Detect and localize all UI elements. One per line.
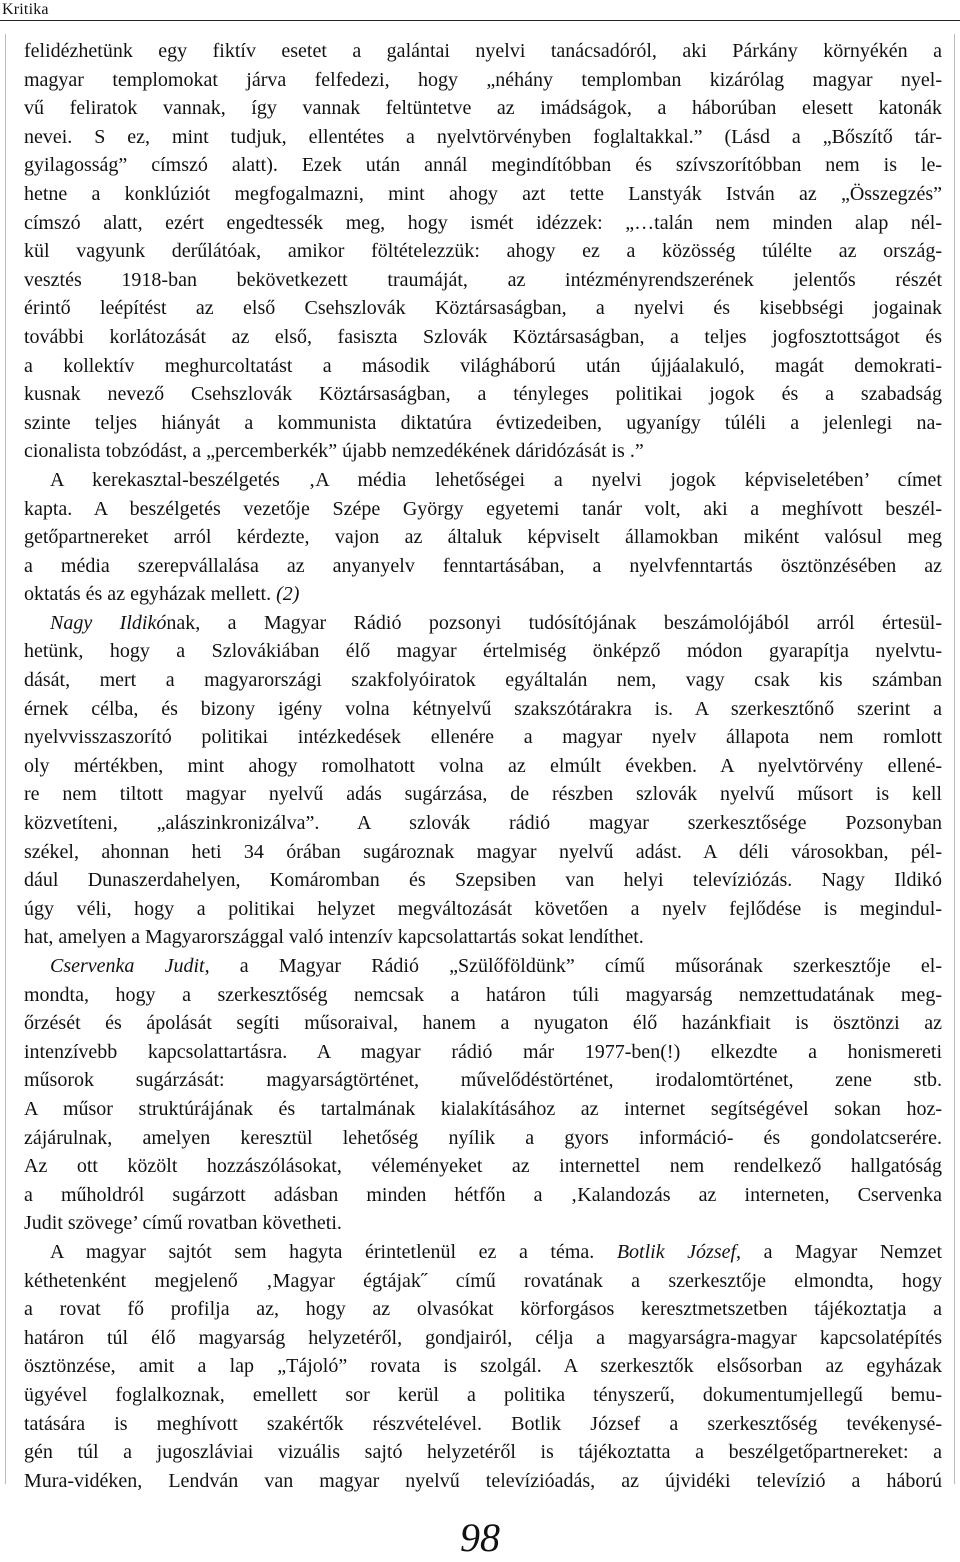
text-run: címszó alatt, ezért engedtessék meg, hogy ismét idézzek: „…talán nem minden alap nél- [24, 211, 942, 234]
text-line [24, 380, 942, 409]
text-run: nak, a Magyar Rádió pozsonyi tudósítójának beszámolójából arról értesül- [166, 611, 942, 634]
text-run: határon túl élő magyarság helyzetéről, gondjairól, célja a magyarságra-magyar kapcsolatépítés [24, 1326, 942, 1349]
text-line [24, 1410, 942, 1439]
text-line [24, 237, 942, 266]
text-line [24, 409, 942, 438]
text-run: dául Dunaszerdahelyen, Komáromban és Szepsiben van helyi televíziózás. Nagy Ildikó [24, 869, 942, 892]
text-line [24, 437, 942, 466]
text-run: magyar templomokat járva felfedezi, hogy „néhány templomban kizárólag magyar nyel- [24, 68, 942, 91]
text-run: felidézhetünk egy fiktív esetet a galántai nyelvi tanácsadóról, aki Párkány környékén a [24, 40, 942, 62]
text-run: gén túl a jugoszláviai vizuális sajtó helyzetéről is tájékoztatta a beszélgetőpartnereket: a [24, 1441, 942, 1464]
text-line [24, 838, 942, 867]
text-run: kusnak nevező Csehszlovák Köztársaságban, a tényleges politikai jogok és a szabadság [24, 383, 942, 406]
text-line [24, 866, 942, 895]
text-run: A műsor struktúrájának és tartalmának kialakításához az internet segítségével sokan hoz- [24, 1097, 942, 1120]
text-line [24, 809, 942, 838]
text-line [24, 94, 942, 123]
italic-name: Nagy Ildikó [50, 611, 167, 634]
text-run: zájárulnak, amelyen keresztül lehetőség nyílik a gyors információ- és gondolatcserére. [24, 1126, 942, 1149]
text-line [24, 323, 942, 352]
text-run: a média szerepvállalása az anyanyelv fenntartásában, a nyelvfenntartás ösztönzésében az [24, 554, 942, 577]
text-run: szinte teljes hiányát a kommunista diktatúra évtizedeiben, ugyanígy túléli a jelenlegi na- [24, 411, 942, 434]
text-line [24, 580, 942, 609]
text-run: őrzését és ápolását segíti műsoraival, hanem a nyugaton élő hazánkfiait is ösztönzi az [24, 1012, 942, 1035]
italic-name: Botlik József [616, 1240, 737, 1263]
text-run: , a Magyar Nemzet [736, 1240, 942, 1263]
text-run: cionalista tobzódást, a „percemberkék” újabb nemzedékének dáridózását is .” [24, 440, 644, 463]
text-run: Judit szövege’ című rovatban követheti. [24, 1212, 342, 1235]
text-run: gyilagosság” címszó alatt). Ezek után annál megindítóbban és szívszorítóbban nem is le- [24, 154, 942, 177]
text-run: további korlátozását az első, fasiszta Szlovák Köztársaságban, a teljes jogfosztottságot és [24, 325, 942, 348]
text-run: úgy véli, hogy a politikai helyzet megváltozását követően a nyelv fejlődése is megindul- [24, 897, 942, 920]
text-line [24, 609, 942, 638]
text-run: hetne a konklúziót megfogalmazni, mint ahogy azt tette Lanstyák István az „Összegzés” [24, 182, 942, 205]
text-line [24, 1238, 942, 1267]
header-rule [0, 20, 960, 21]
text-line [24, 1009, 942, 1038]
text-run: dását, mert a magyarországi szakfolyóiratok egyáltalán nem, vagy csak kis számban [24, 669, 942, 692]
text-run: getőpartnereket arról kérdezte, vajon az általuk képviselt államokban miként valósul meg [24, 526, 942, 549]
page-number: 98 [460, 1515, 500, 1560]
text-run: érintő leépítést az első Csehszlovák Köztársaságban, a nyelvi és kisebbségi jogainak [24, 297, 942, 320]
text-line [24, 1324, 942, 1353]
text-line [24, 466, 942, 495]
running-header [0, 0, 960, 24]
right-margin-rule [954, 34, 955, 1484]
text-run: a kollektív meghurcoltatást a második világháború után újjáalakuló, magát demokrati- [24, 354, 942, 377]
text-line [24, 1267, 942, 1296]
text-line [24, 1066, 942, 1095]
text-run: A magyar sajtót sem hagyta érintetlenül ez a téma. [50, 1240, 617, 1263]
text-line [24, 552, 942, 581]
text-run: Mura-vidéken, Lendván van magyar nyelvű televízióadás, az újvidéki televízió a háború [24, 1469, 942, 1492]
text-line [24, 294, 942, 323]
text-line [24, 1152, 942, 1181]
text-run: mondta, hogy a szerkesztőség nemcsak a határon túli magyarság nemzettudatának meg- [24, 983, 942, 1006]
text-line [24, 352, 942, 381]
text-line [24, 123, 942, 152]
text-run: oly mértékben, mint ahogy romolhatott volna az elmúlt években. A nyelvtörvény ellené- [24, 754, 942, 777]
text-run: műsorok sugárzását: magyarságtörténet, művelődéstörténet, irodalomtörténet, zene stb. [24, 1069, 942, 1092]
text-line [24, 666, 942, 695]
text-run: re nem tiltott magyar nyelvű adás sugárzása, de részben szlovák nyelvű műsort is kell [24, 783, 942, 806]
text-run: Az ott közölt hozzászólásokat, véleményeket az internettel nem rendelkező hallgatóság [24, 1155, 942, 1178]
text-run: kapta. A beszélgetés vezetője Szépe György egyetemi tanár volt, aki a meghívott beszél- [24, 497, 942, 520]
text-run: ügyével foglalkoznak, emellett sor kerül a politika tényszerű, dokumentumjellegű bemu- [24, 1383, 942, 1406]
text-run: intenzívebb kapcsolattartásra. A magyar rádió már 1977-ben(!) elkezdte a honismereti [24, 1040, 942, 1063]
text-line [24, 1124, 942, 1153]
text-line [24, 495, 942, 524]
text-run: oktatás és az egyházak mellett. [24, 583, 277, 606]
text-line [24, 780, 942, 809]
text-line [24, 952, 942, 981]
text-line [24, 1352, 942, 1381]
text-run: hat, amelyen a Magyarországgal való intenzív kapcsolattartás sokat lendíthet. [24, 926, 644, 949]
italic-name: Cservenka Judit [50, 955, 205, 977]
text-run: nyelvvisszaszorító politikai intézkedések ellenére a magyar nyelv állapota nem romlott [24, 726, 942, 749]
text-run: nevei. S ez, mint tudjuk, ellentétes a nyelvtörvényben foglaltakkal.” (Lásd a „Bőszítő tár- [24, 125, 942, 148]
text-run: tatására is meghívott szakértők részvételével. Botlik József a szerkesztőség tevékenysé- [24, 1412, 942, 1435]
text-line [24, 981, 942, 1010]
body-text [24, 37, 942, 1495]
text-line [24, 180, 942, 209]
text-run: kül vagyunk derűlátóak, amikor föltételezzük: ahogy ez a közösség túlélte az ország- [24, 240, 942, 263]
text-line [24, 1381, 942, 1410]
text-run: hetünk, hogy a Szlovákiában élő magyar értelmiség önképző módon gyarapítja nyelvtu- [24, 640, 942, 663]
text-run: közvetíteni, „alászinkronizálva”. A szlovák rádió magyar szerkesztősége Pozsonyban [24, 812, 942, 835]
italic-name: (2) [276, 583, 300, 606]
section-label: Kritika [2, 1, 49, 18]
text-run: székel, ahonnan heti 34 órában sugároznak magyar nyelvű adást. A déli városokban, pél- [24, 840, 942, 863]
text-line [24, 752, 942, 781]
text-line [24, 1209, 942, 1238]
text-line [24, 723, 942, 752]
text-line [24, 695, 942, 724]
text-line [24, 266, 942, 295]
text-run: ösztönzése, amit a lap „Tájoló” rovata is szolgál. A szerkesztők elsősorban az egyházak [24, 1355, 942, 1378]
text-line [24, 923, 942, 952]
text-line [24, 1095, 942, 1124]
text-line [24, 1438, 942, 1467]
text-line [24, 151, 942, 180]
text-run: vesztés 1918-ban bekövetkezett traumáját, az intézményrendszerének jelentős részét [24, 268, 942, 291]
text-line [24, 1181, 942, 1210]
text-line [24, 1467, 942, 1496]
text-run: , a Magyar Rádió „Szülőföldünk” című műsorának szerkesztője el- [204, 955, 942, 977]
text-run: A kerekasztal-beszélgetés ‚A média lehetőségei a nyelvi jogok képviseletében’ címet [50, 468, 942, 491]
text-run: érnek célba, és bizony igény volna kétnyelvű szakszótárakra is. A szerkesztőnő szerint a [24, 697, 942, 720]
text-line [24, 1038, 942, 1067]
text-line [24, 1295, 942, 1324]
text-run: vű feliratok vannak, így vannak feltüntetve az imádságok, a háborúban elesett katonák [24, 97, 942, 120]
text-line [24, 37, 942, 66]
text-line [24, 637, 942, 666]
text-line [24, 523, 942, 552]
text-run: a műholdról sugárzott adásban minden hétfőn a ‚Kalandozás az interneten, Cservenka [24, 1183, 942, 1206]
text-line [24, 895, 942, 924]
left-margin-rule [5, 34, 6, 1484]
text-line [24, 209, 942, 238]
text-run: a rovat fő profilja az, hogy az olvasókat körforgásos keresztmetszetben tájékoztatja a [24, 1298, 942, 1321]
text-line [24, 66, 942, 95]
text-run: kéthetenként megjelenő ‚Magyar égtájak˝ című rovatának a szerkesztője elmondta, hogy [24, 1269, 942, 1292]
